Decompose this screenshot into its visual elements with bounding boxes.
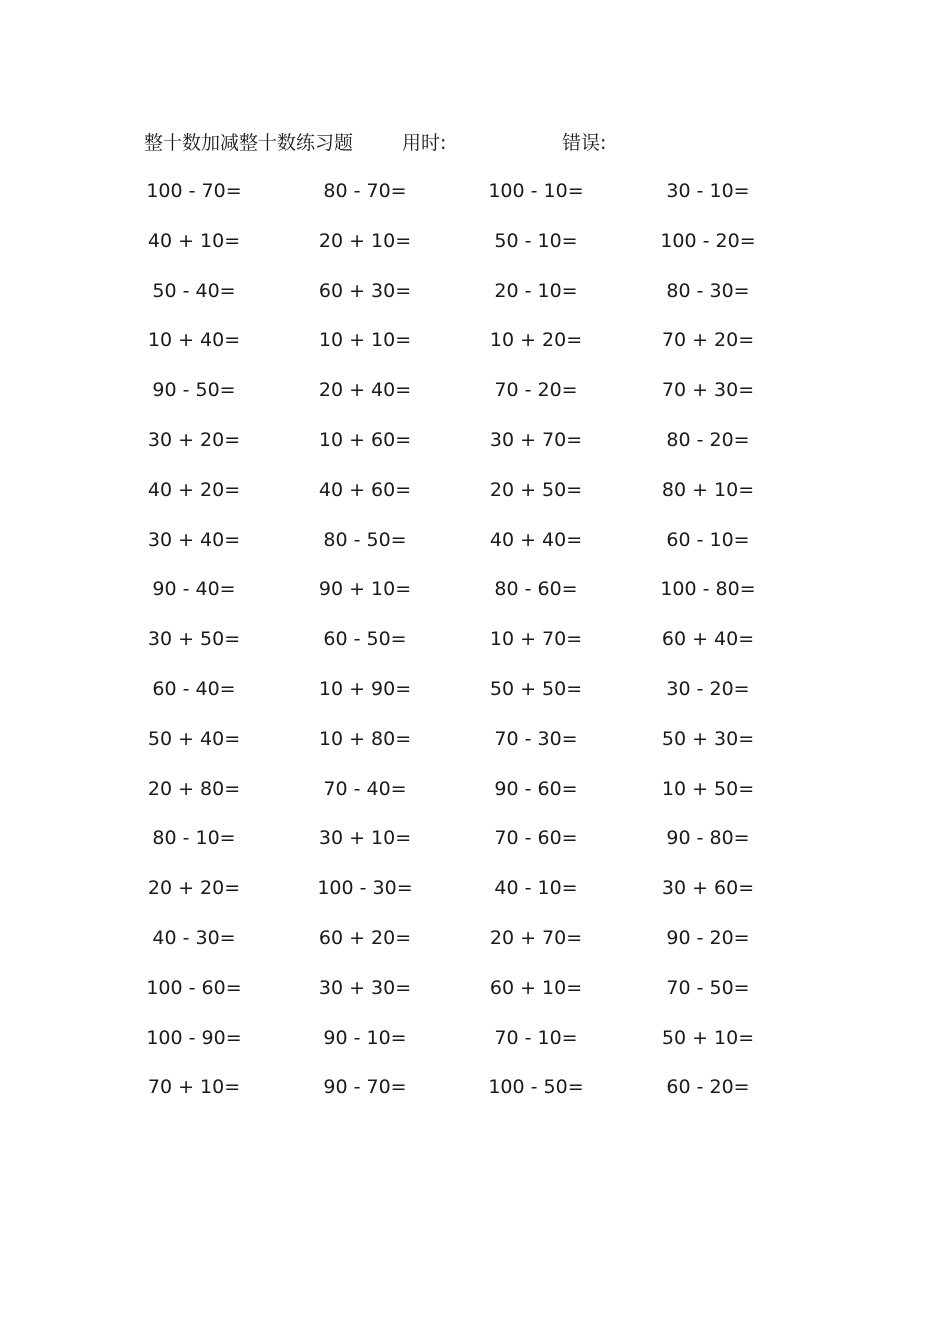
problem-row [0, 523, 950, 573]
arithmetic-problem: 100 - 90= [146, 1026, 242, 1049]
arithmetic-problem: 10 + 60= [318, 428, 412, 451]
arithmetic-problem: 90 - 70= [323, 1076, 407, 1099]
arithmetic-problem: 40 - 30= [152, 926, 236, 949]
arithmetic-problem: 90 - 10= [323, 1026, 407, 1049]
problem-row [0, 622, 950, 672]
problem-row [0, 174, 950, 224]
arithmetic-problem: 30 + 60= [661, 877, 755, 900]
arithmetic-problem: 10 + 20= [489, 329, 583, 352]
arithmetic-problem: 70 - 40= [323, 777, 407, 800]
arithmetic-problem: 100 - 70= [146, 180, 242, 202]
arithmetic-problem: 30 + 50= [147, 628, 241, 651]
problem-row [0, 274, 950, 324]
arithmetic-problem: 20 + 10= [318, 229, 412, 252]
arithmetic-problem: 90 - 80= [666, 827, 750, 850]
problem-row [0, 1021, 950, 1071]
arithmetic-problem: 80 - 10= [152, 827, 236, 850]
arithmetic-problem: 70 - 30= [494, 727, 578, 750]
arithmetic-problem: 70 - 10= [494, 1026, 578, 1049]
arithmetic-problem: 90 - 40= [152, 578, 236, 601]
arithmetic-problem: 80 + 10= [661, 478, 755, 501]
arithmetic-problem: 50 - 40= [152, 279, 236, 302]
arithmetic-problem: 60 + 40= [661, 628, 755, 651]
arithmetic-problem: 30 + 10= [318, 827, 412, 850]
arithmetic-problem: 90 - 20= [666, 926, 750, 949]
arithmetic-problem: 90 - 60= [494, 777, 578, 800]
arithmetic-problem: 100 - 20= [660, 229, 756, 252]
worksheet-header [0, 128, 950, 158]
arithmetic-problem: 30 - 10= [666, 180, 750, 202]
problem-row [0, 821, 950, 871]
arithmetic-problem: 40 + 40= [489, 528, 583, 551]
arithmetic-problem: 70 + 30= [661, 379, 755, 402]
problem-row [0, 224, 950, 274]
arithmetic-problem: 80 - 70= [323, 180, 407, 202]
arithmetic-problem: 50 + 50= [489, 677, 583, 700]
arithmetic-problem: 60 - 20= [666, 1076, 750, 1099]
arithmetic-problem: 80 - 20= [666, 428, 750, 451]
arithmetic-problem: 20 + 70= [489, 926, 583, 949]
problem-row [0, 323, 950, 373]
arithmetic-problem: 40 - 10= [494, 877, 578, 900]
arithmetic-problem: 80 - 50= [323, 528, 407, 551]
arithmetic-problem: 60 + 20= [318, 926, 412, 949]
arithmetic-problem: 30 + 40= [147, 528, 241, 551]
arithmetic-problem: 50 + 30= [661, 727, 755, 750]
arithmetic-problem: 30 + 70= [489, 428, 583, 451]
arithmetic-problem: 60 - 40= [152, 677, 236, 700]
worksheet-title: 整十数加减整十数练习题 [144, 132, 354, 154]
arithmetic-problem: 100 - 10= [488, 180, 584, 202]
arithmetic-problem: 40 + 60= [318, 478, 412, 501]
arithmetic-problem: 10 + 10= [318, 329, 412, 352]
arithmetic-problem: 70 - 50= [666, 976, 750, 999]
arithmetic-problem: 10 + 50= [661, 777, 755, 800]
problem-row [0, 423, 950, 473]
arithmetic-problem: 40 + 10= [147, 229, 241, 252]
arithmetic-problem: 70 - 20= [494, 379, 578, 402]
problem-row [0, 672, 950, 722]
arithmetic-problem: 20 + 80= [147, 777, 241, 800]
arithmetic-problem: 30 - 20= [666, 677, 750, 700]
arithmetic-problem: 20 - 10= [494, 279, 578, 302]
arithmetic-problem: 100 - 30= [317, 877, 413, 900]
arithmetic-problem: 60 + 30= [318, 279, 412, 302]
arithmetic-problem: 20 + 40= [318, 379, 412, 402]
problem-row [0, 772, 950, 822]
problem-grid [0, 174, 950, 1120]
time-used-label: 用时: [402, 132, 447, 154]
arithmetic-problem: 10 + 80= [318, 727, 412, 750]
errors-label: 错误: [562, 132, 607, 154]
arithmetic-problem: 70 - 60= [494, 827, 578, 850]
problem-row [0, 871, 950, 921]
arithmetic-problem: 100 - 60= [146, 976, 242, 999]
arithmetic-problem: 60 - 50= [323, 628, 407, 651]
arithmetic-problem: 80 - 60= [494, 578, 578, 601]
problem-row [0, 921, 950, 971]
arithmetic-problem: 50 + 40= [147, 727, 241, 750]
arithmetic-problem: 60 + 10= [489, 976, 583, 999]
arithmetic-problem: 20 + 20= [147, 877, 241, 900]
problem-row [0, 722, 950, 772]
arithmetic-problem: 10 + 70= [489, 628, 583, 651]
problem-row [0, 373, 950, 423]
problem-row [0, 572, 950, 622]
arithmetic-problem: 90 - 50= [152, 379, 236, 402]
problem-row [0, 1070, 950, 1120]
arithmetic-problem: 100 - 80= [660, 578, 756, 601]
problem-row [0, 971, 950, 1021]
arithmetic-problem: 90 + 10= [318, 578, 412, 601]
problem-row [0, 473, 950, 523]
arithmetic-problem: 80 - 30= [666, 279, 750, 302]
arithmetic-problem: 30 + 30= [318, 976, 412, 999]
arithmetic-problem: 50 - 10= [494, 229, 578, 252]
arithmetic-problem: 20 + 50= [489, 478, 583, 501]
arithmetic-problem: 50 + 10= [661, 1026, 755, 1049]
arithmetic-problem: 70 + 10= [147, 1076, 241, 1099]
arithmetic-problem: 60 - 10= [666, 528, 750, 551]
arithmetic-problem: 100 - 50= [488, 1076, 584, 1099]
arithmetic-problem: 40 + 20= [147, 478, 241, 501]
arithmetic-problem: 70 + 20= [661, 329, 755, 352]
arithmetic-problem: 10 + 90= [318, 677, 412, 700]
arithmetic-problem: 30 + 20= [147, 428, 241, 451]
arithmetic-problem: 10 + 40= [147, 329, 241, 352]
